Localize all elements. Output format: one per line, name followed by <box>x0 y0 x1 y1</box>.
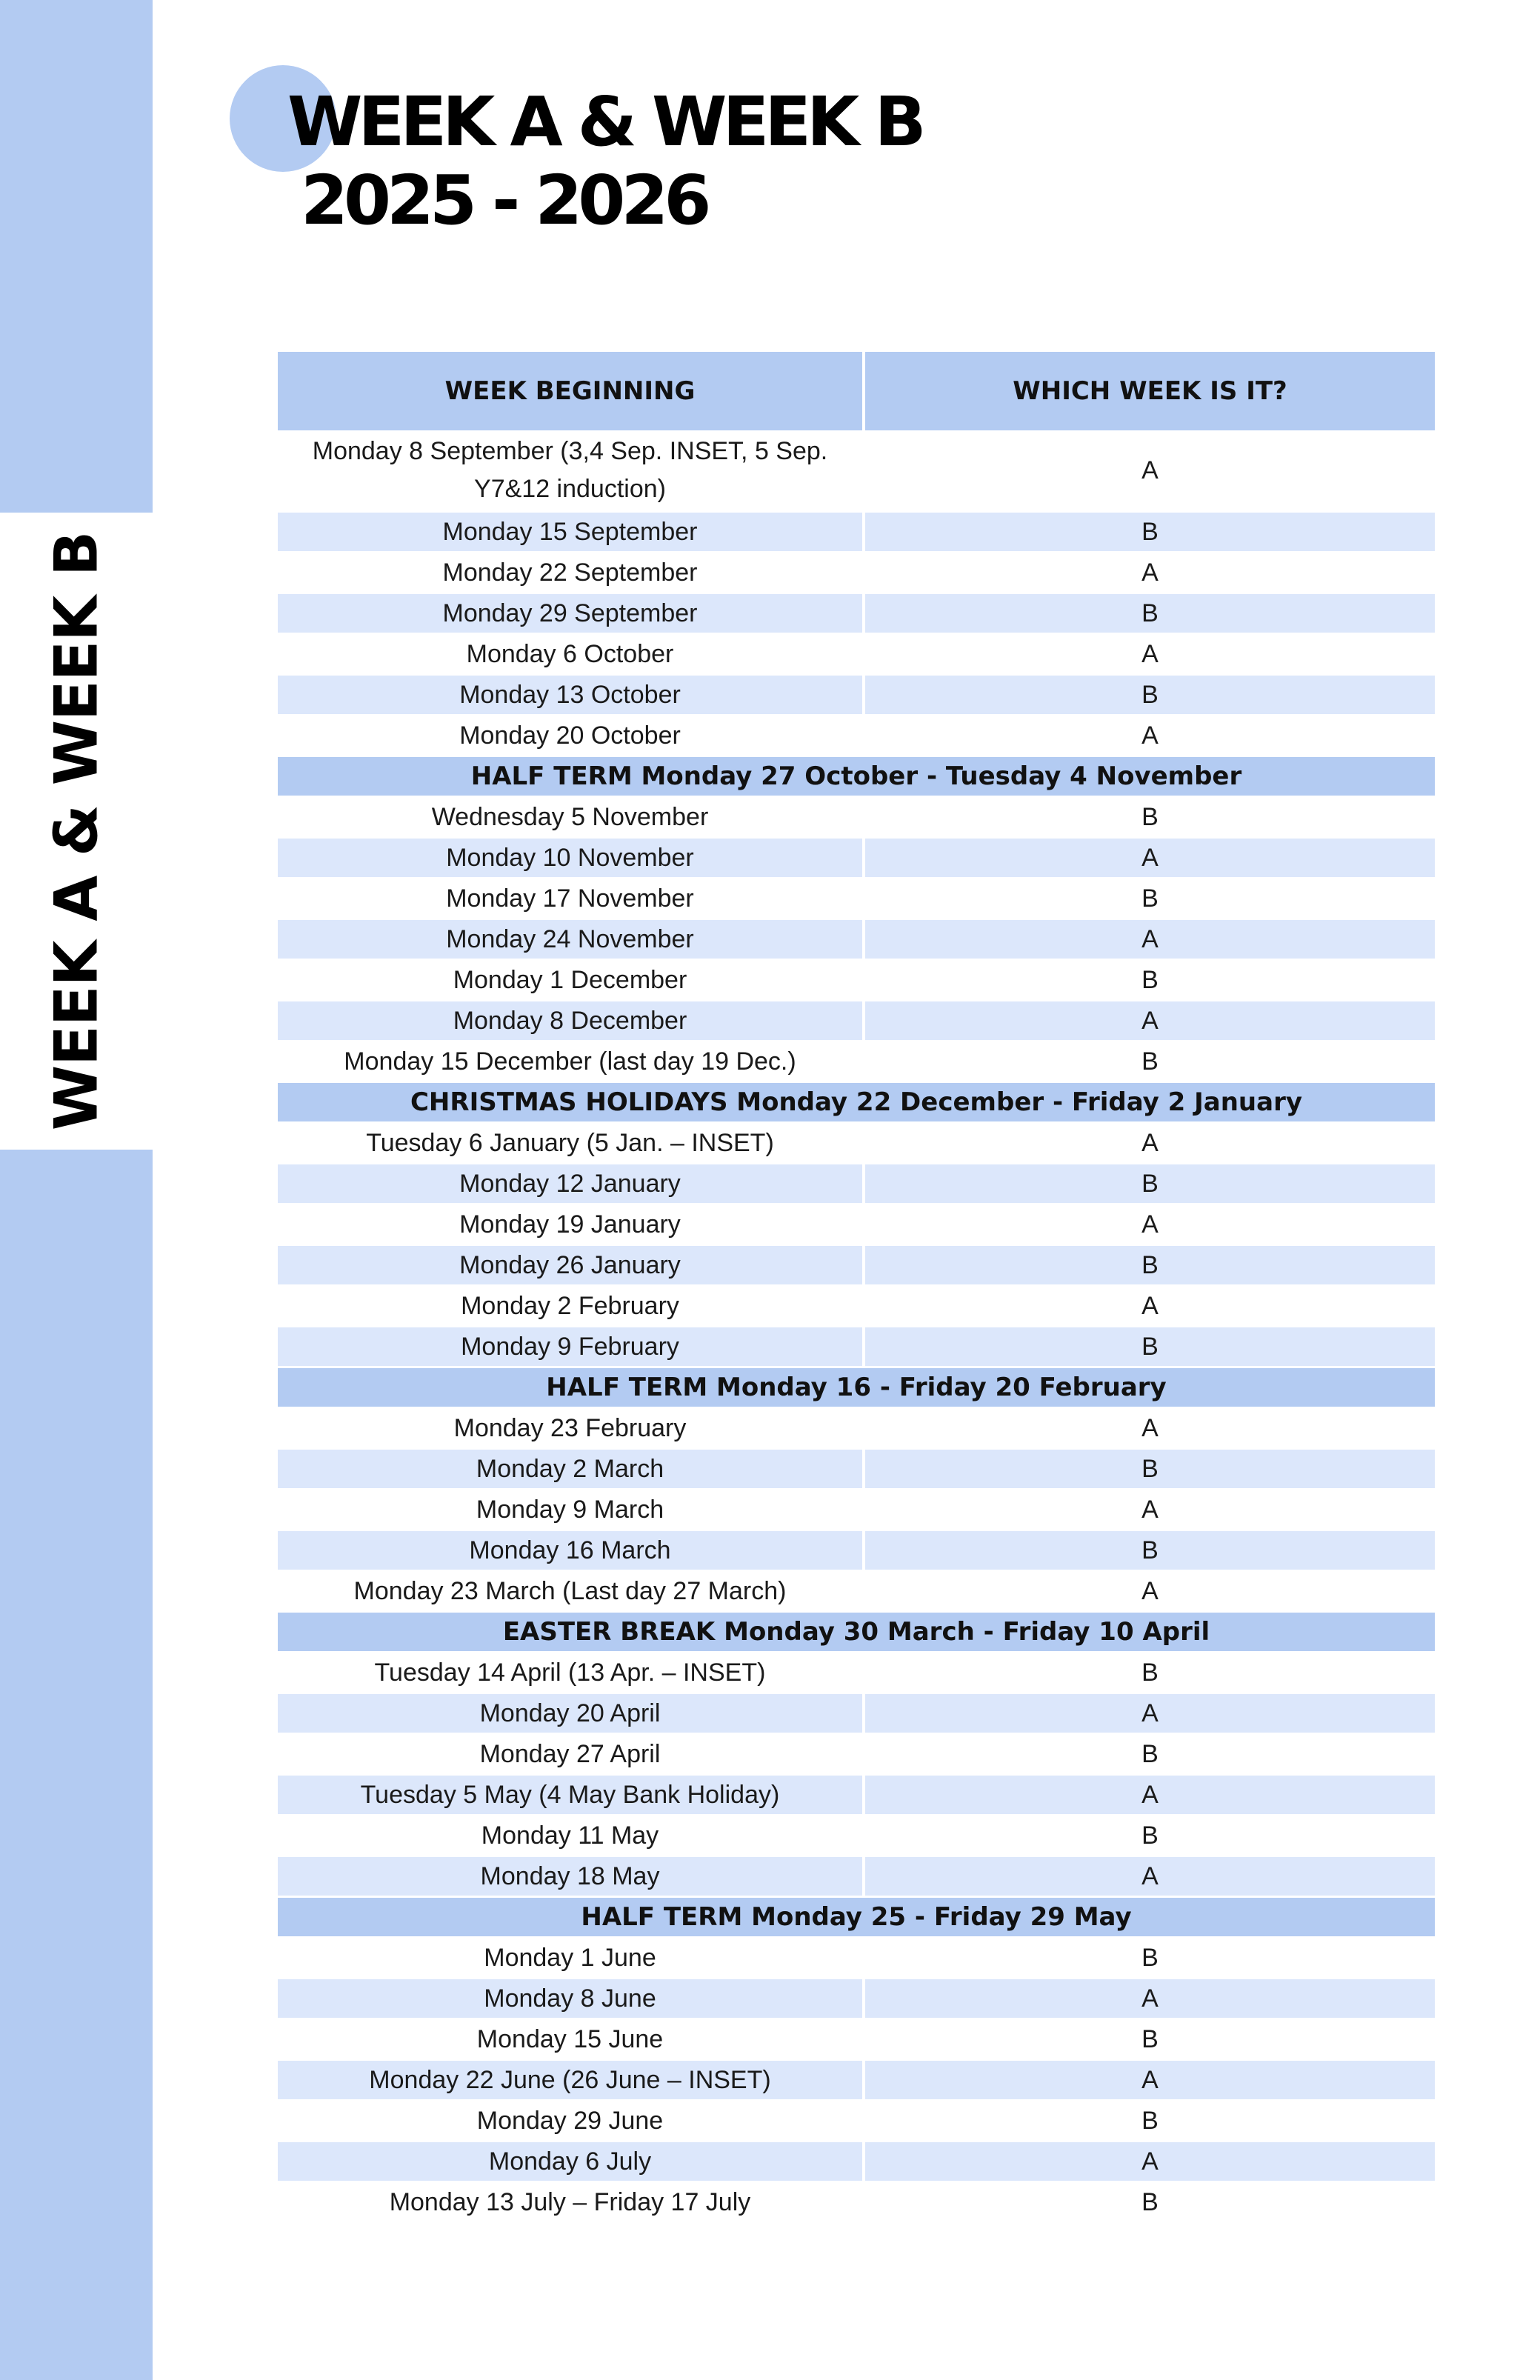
table-row <box>278 2141 1435 2182</box>
sidebar-band-bottom <box>0 1150 153 2380</box>
table-row <box>278 593 1435 634</box>
week-beginning-cell: Monday 23 February <box>278 1408 864 1449</box>
week-beginning-cell: Monday 22 September <box>278 553 864 593</box>
which-week-cell: A <box>864 1204 1435 1245</box>
table-row <box>278 1775 1435 1816</box>
sidebar-band-top <box>0 0 153 513</box>
which-week-cell: B <box>864 2019 1435 2060</box>
week-beginning-cell: Monday 20 October <box>278 716 864 756</box>
table-row <box>278 1856 1435 1897</box>
table-row <box>278 1164 1435 1204</box>
which-week-cell: B <box>864 1041 1435 1082</box>
week-beginning-cell: Tuesday 6 January (5 Jan. – INSET) <box>278 1123 864 1164</box>
which-week-cell: B <box>864 593 1435 634</box>
which-week-cell: A <box>864 919 1435 960</box>
week-beginning-cell: Monday 2 February <box>278 1286 864 1327</box>
which-week-cell: A <box>864 553 1435 593</box>
table-row <box>278 553 1435 593</box>
holiday-label: EASTER BREAK Monday 30 March - Friday 10 April <box>278 1612 1435 1653</box>
week-beginning-cell: Monday 17 November <box>278 879 864 919</box>
which-week-cell: A <box>864 1693 1435 1734</box>
which-week-cell: A <box>864 634 1435 675</box>
which-week-cell: B <box>864 879 1435 919</box>
week-beginning-cell: Monday 18 May <box>278 1856 864 1897</box>
table-row <box>278 1530 1435 1571</box>
table-row <box>278 1693 1435 1734</box>
holiday-label: CHRISTMAS HOLIDAYS Monday 22 December - Friday 2 January <box>278 1082 1435 1123</box>
week-beginning-cell: Monday 1 June <box>278 1938 864 1979</box>
which-week-cell: B <box>864 1653 1435 1693</box>
which-week-cell: A <box>864 1979 1435 2019</box>
week-beginning-cell: Monday 8 September (3,4 Sep. INSET, 5 Sep. Y7&12 induction) <box>278 430 864 512</box>
table-row <box>278 2060 1435 2101</box>
week-beginning-cell: Monday 8 June <box>278 1979 864 2019</box>
week-beginning-cell: Monday 9 February <box>278 1327 864 1367</box>
table-row <box>278 1571 1435 1612</box>
which-week-cell: B <box>864 1164 1435 1204</box>
which-week-cell: B <box>864 675 1435 716</box>
table-row <box>278 1327 1435 1367</box>
table-row <box>278 2019 1435 2060</box>
table-row <box>278 919 1435 960</box>
which-week-cell: A <box>864 1123 1435 1164</box>
week-beginning-cell: Monday 13 July – Friday 17 July <box>278 2182 864 2223</box>
week-beginning-cell: Monday 1 December <box>278 960 864 1001</box>
week-beginning-cell: Monday 6 July <box>278 2141 864 2182</box>
week-beginning-cell: Monday 15 September <box>278 512 864 553</box>
week-beginning-cell: Monday 26 January <box>278 1245 864 1286</box>
table-row <box>278 1041 1435 1082</box>
column-header-which-week: WHICH WEEK IS IT? <box>864 352 1435 430</box>
week-beginning-cell: Tuesday 5 May (4 May Bank Holiday) <box>278 1775 864 1816</box>
week-schedule-table <box>278 352 1435 2224</box>
which-week-cell: B <box>864 797 1435 838</box>
week-beginning-cell: Monday 22 June (26 June – INSET) <box>278 2060 864 2101</box>
holiday-label: HALF TERM Monday 16 - Friday 20 February <box>278 1367 1435 1408</box>
week-beginning-cell: Monday 23 March (Last day 27 March) <box>278 1571 864 1612</box>
holiday-row <box>278 756 1435 797</box>
which-week-cell: A <box>864 1775 1435 1816</box>
table-row <box>278 879 1435 919</box>
table-row <box>278 1123 1435 1164</box>
week-beginning-cell: Monday 16 March <box>278 1530 864 1571</box>
week-beginning-cell: Monday 24 November <box>278 919 864 960</box>
which-week-cell: A <box>864 838 1435 879</box>
table-row <box>278 1001 1435 1041</box>
table-row <box>278 716 1435 756</box>
table-row <box>278 1408 1435 1449</box>
table-row <box>278 838 1435 879</box>
table-row <box>278 634 1435 675</box>
week-beginning-cell: Tuesday 14 April (13 Apr. – INSET) <box>278 1653 864 1693</box>
week-beginning-cell: Monday 6 October <box>278 634 864 675</box>
which-week-cell: A <box>864 1490 1435 1530</box>
week-beginning-cell: Wednesday 5 November <box>278 797 864 838</box>
week-beginning-cell: Monday 29 September <box>278 593 864 634</box>
holiday-row <box>278 1897 1435 1938</box>
table-row <box>278 1490 1435 1530</box>
table-body <box>278 430 1435 2223</box>
week-beginning-cell: Monday 20 April <box>278 1693 864 1734</box>
which-week-cell: B <box>864 1245 1435 1286</box>
week-beginning-cell: Monday 2 March <box>278 1449 864 1490</box>
which-week-cell: A <box>864 1856 1435 1897</box>
table-row <box>278 1816 1435 1856</box>
holiday-label: HALF TERM Monday 25 - Friday 29 May <box>278 1897 1435 1938</box>
which-week-cell: B <box>864 1327 1435 1367</box>
table-row <box>278 2101 1435 2141</box>
which-week-cell: A <box>864 1286 1435 1327</box>
title-line-1: WEEK A & WEEK B <box>287 82 922 161</box>
week-beginning-cell: Monday 13 October <box>278 675 864 716</box>
table-row <box>278 960 1435 1001</box>
which-week-cell: A <box>864 1408 1435 1449</box>
which-week-cell: A <box>864 716 1435 756</box>
holiday-row <box>278 1082 1435 1123</box>
which-week-cell: B <box>864 1530 1435 1571</box>
holiday-row <box>278 1612 1435 1653</box>
week-beginning-cell: Monday 12 January <box>278 1164 864 1204</box>
table-row <box>278 675 1435 716</box>
which-week-cell: A <box>864 2141 1435 2182</box>
which-week-cell: A <box>864 1001 1435 1041</box>
table-row <box>278 1449 1435 1490</box>
week-beginning-cell: Monday 8 December <box>278 1001 864 1041</box>
which-week-cell: B <box>864 512 1435 553</box>
table-row <box>278 1734 1435 1775</box>
which-week-cell: A <box>864 1571 1435 1612</box>
which-week-cell: B <box>864 1816 1435 1856</box>
week-beginning-cell: Monday 15 June <box>278 2019 864 2060</box>
which-week-cell: A <box>864 2060 1435 2101</box>
which-week-cell: B <box>864 2101 1435 2141</box>
title-line-2: 2025 - 2026 <box>301 161 707 240</box>
which-week-cell: B <box>864 1449 1435 1490</box>
table-row <box>278 430 1435 512</box>
which-week-cell: B <box>864 1734 1435 1775</box>
week-beginning-cell: Monday 29 June <box>278 2101 864 2141</box>
week-beginning-cell: Monday 27 April <box>278 1734 864 1775</box>
which-week-cell: B <box>864 2182 1435 2223</box>
which-week-cell: B <box>864 1938 1435 1979</box>
holiday-label: HALF TERM Monday 27 October - Tuesday 4 November <box>278 756 1435 797</box>
table-row <box>278 1938 1435 1979</box>
table-header-row <box>278 352 1435 430</box>
column-header-week-beginning: WEEK BEGINNING <box>278 352 864 430</box>
table-row <box>278 1245 1435 1286</box>
holiday-row <box>278 1367 1435 1408</box>
week-beginning-cell: Monday 19 January <box>278 1204 864 1245</box>
week-beginning-cell: Monday 9 March <box>278 1490 864 1530</box>
sidebar-vertical-title: WEEK A & WEEK B <box>41 531 111 1131</box>
table-row <box>278 1286 1435 1327</box>
page-title <box>287 83 922 240</box>
week-beginning-cell: Monday 15 December (last day 19 Dec.) <box>278 1041 864 1082</box>
which-week-cell: B <box>864 960 1435 1001</box>
table-row <box>278 1204 1435 1245</box>
table-row <box>278 2182 1435 2223</box>
table-row <box>278 512 1435 553</box>
which-week-cell: A <box>864 430 1435 512</box>
table-row <box>278 797 1435 838</box>
table-row <box>278 1979 1435 2019</box>
table-row <box>278 1653 1435 1693</box>
week-beginning-cell: Monday 11 May <box>278 1816 864 1856</box>
week-beginning-cell: Monday 10 November <box>278 838 864 879</box>
